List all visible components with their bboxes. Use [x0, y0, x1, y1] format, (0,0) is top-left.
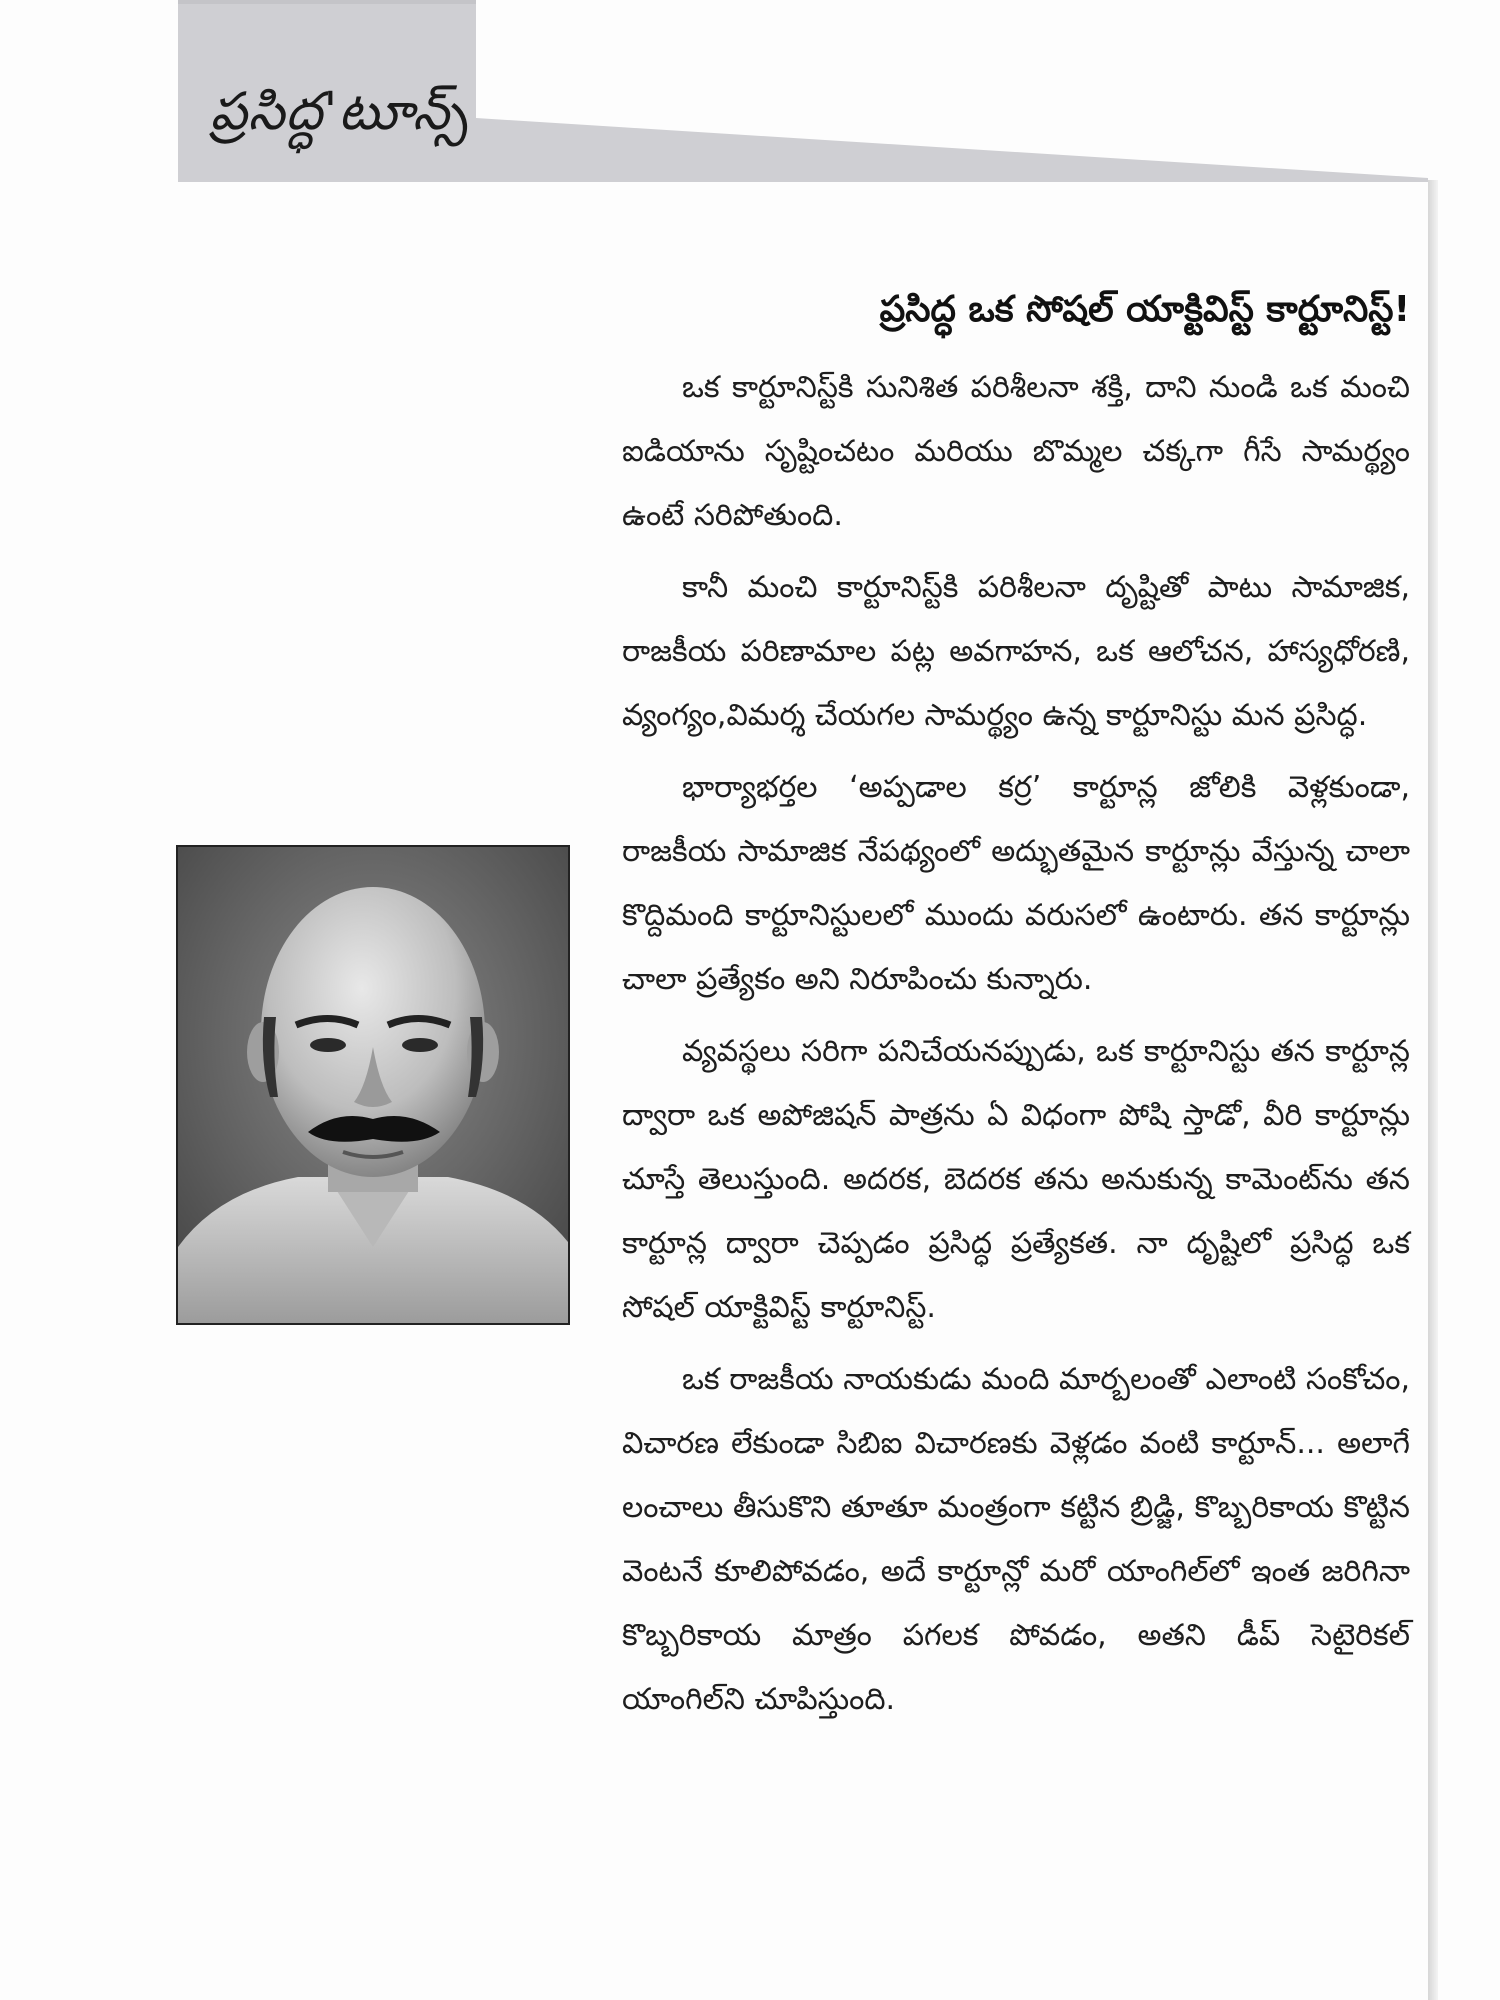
article-paragraph-1: ఒక కార్టూనిస్ట్‌కి సునిశిత పరిశీలనా శక్తి, దాని నుండి ఒక మంచి ఐడియాను సృష్టించటం మరియు బొమ్మల చక్కగా గీసే సామర్థ్యం ఉంటే సరిపోతుంది.: [622, 370, 1410, 533]
section-title: ప్రసిద్ధ'టూన్స్: [210, 82, 469, 142]
portrait-image: [178, 847, 568, 1323]
article-paragraph-3: భార్యాభర్తల ‘అప్పడాల కర్ర’ కార్టూన్ల జోలికి వెళ్లకుండా, రాజకీయ సామాజిక నేపథ్యంలో అద్భుతమైన కార్టూన్లు వేస్తున్న చాలా కొద్దిమంది కార్టూనిస్టులలో ముందు వరుసలో ఉంటారు. తన కార్టూన్లు చాలా ప్రత్యేకం అని నిరూపించు కున్నారు.: [622, 770, 1410, 997]
article-headline: ప్రసిద్ధ ఒక సోషల్ యాక్టివిస్ట్ కార్టూనిస్ట్!: [879, 289, 1410, 330]
article: [622, 282, 1410, 1740]
article-paragraph-2: కానీ మంచి కార్టూనిస్ట్‌కి పరిశీలనా దృష్టితో పాటు సామాజిక, రాజకీయ పరిణామాల పట్ల అవగాహన, ఒక ఆలోచన, హాస్యధోరణి, వ్యంగ్యం,విమర్శ చేయగల సామర్థ్యం ఉన్న కార్టూనిస్టు మన ప్రసిద్ధ.: [622, 570, 1410, 733]
article-paragraph-4: వ్యవస్థలు సరిగా పనిచేయనప్పుడు, ఒక కార్టూనిస్టు తన కార్టూన్ల ద్వారా ఒక అపోజిషన్ పాత్రను ఏ విధంగా పోషి స్తాడో, వీరి కార్టూన్లు చూస్తే తెలుస్తుంది. అదరక, బెదరక తను అనుకున్న కామెంట్‌ను తన కార్టూన్ల ద్వారా చెప్పడం ప్రసిద్ధ ప్రత్యేకత. నా దృష్టిలో ప్రసిద్ధ ఒక సోషల్ యాక్టివిస్ట్ కార్టూనిస్ట్.: [622, 1034, 1410, 1325]
author-photo: [176, 845, 570, 1325]
article-paragraph-5: ఒక రాజకీయ నాయకుడు మంది మార్బలంతో ఎలాంటి సంకోచం, విచారణ లేకుండా సిబిఐ విచారణకు వెళ్లడం వంటి కార్టూన్... అలాగే లంచాలు తీసుకొని తూతూ మంత్రంగా కట్టిన బ్రిడ్జి, కొబ్బరికాయ కొట్టిన వెంటనే కూలిపోవడం, అదే కార్టూన్లో మరో యాంగిల్‌లో ఇంత జరిగినా కొబ్బరికాయ మాత్రం పగలక పోవడం, అతని డీప్ సెటైరికల్ యాంగిల్‌ని చూపిస్తుంది.: [622, 1362, 1410, 1717]
page-edge-shadow: [1428, 180, 1438, 2000]
